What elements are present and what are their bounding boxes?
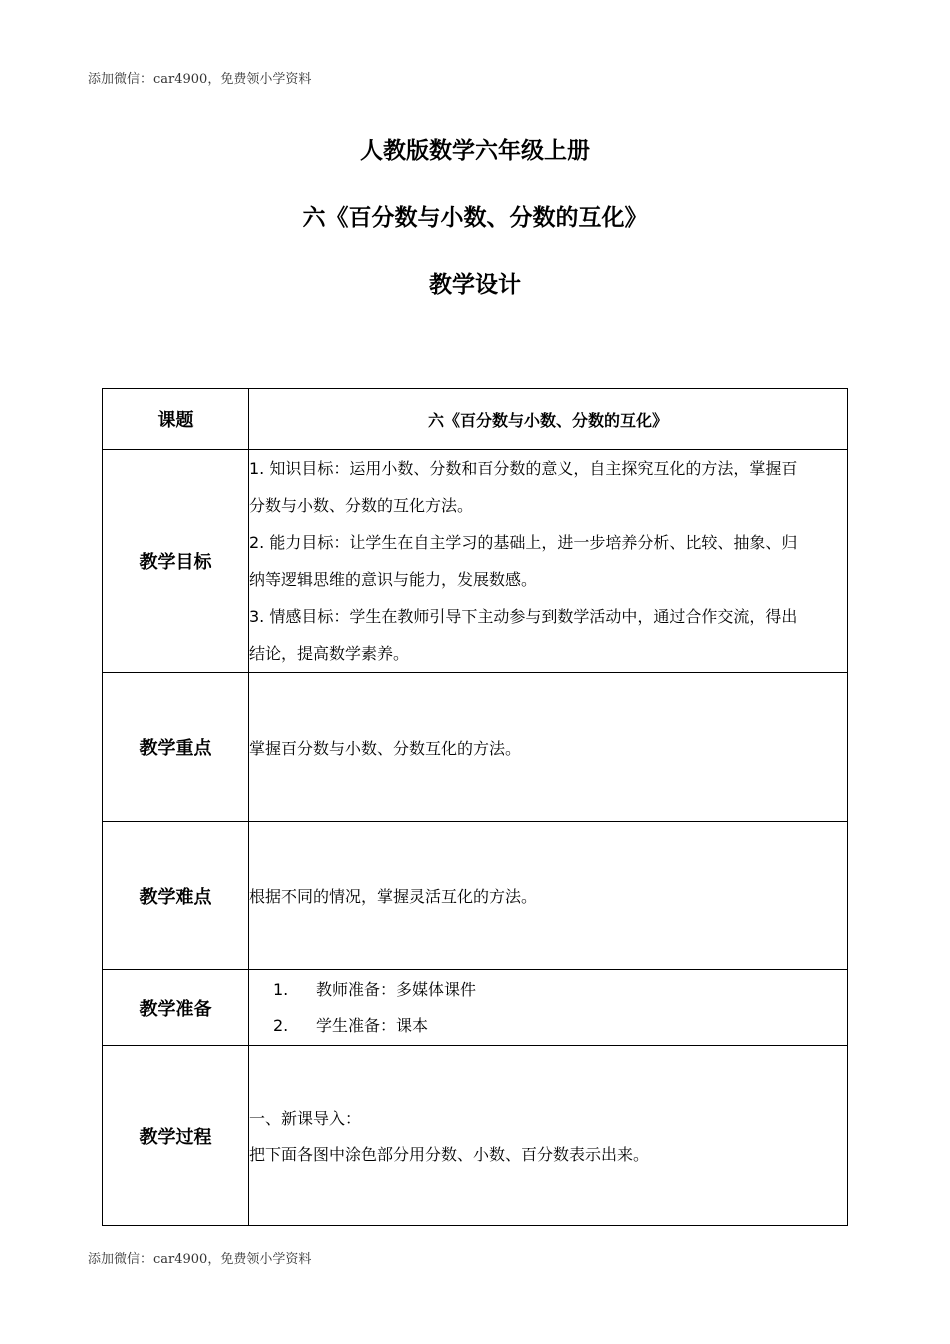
process-cell: [249, 1046, 848, 1226]
topic-label: 课题: [103, 389, 249, 450]
goals-cell: [249, 450, 848, 673]
table-row: [103, 673, 848, 822]
preparation-cell: [249, 970, 848, 1046]
list-item: [249, 1008, 847, 1044]
goals-line: 2. 能力目标：让学生在自主学习的基础上，进一步培养分析、比较、抽象、归: [249, 533, 798, 552]
goals-line: 结论，提高数学素养。: [249, 644, 410, 663]
goals-line: 分数与小数、分数的互化方法。: [249, 496, 474, 515]
process-line: 把下面各图中涂色部分用分数、小数、百分数表示出来。: [249, 1144, 650, 1164]
table-row: [103, 822, 848, 970]
table-row: [103, 389, 848, 450]
page-header-note: 添加微信：car4900，免费领小学资料: [88, 72, 312, 87]
goals-line: 3. 情感目标：学生在教师引导下主动参与到数学活动中，通过合作交流，得出: [249, 607, 798, 626]
goals-line: 纳等逻辑思维的意识与能力，发展数感。: [249, 570, 538, 589]
lesson-plan-table: [102, 388, 848, 1226]
page-footer-note: 添加微信：car4900，免费领小学资料: [88, 1252, 312, 1267]
list-item-text: 教师准备：多媒体课件: [316, 979, 477, 999]
document-title-line3: 教学设计: [429, 272, 521, 298]
key-point-label: 教学重点: [103, 673, 249, 822]
difficulty-value: 根据不同的情况，掌握灵活互化的方法。: [249, 822, 848, 970]
topic-value: 六《百分数与小数、分数的互化》: [249, 389, 848, 450]
document-title-line1: 人教版数学六年级上册: [360, 138, 590, 164]
preparation-label: 教学准备: [103, 970, 249, 1046]
key-point-value: 掌握百分数与小数、分数互化的方法。: [249, 673, 848, 822]
list-item-text: 学生准备：课本: [316, 1015, 429, 1035]
document-title-line2: 六《百分数与小数、分数的互化》: [302, 205, 648, 231]
process-line: 一、新课导入：: [249, 1108, 362, 1128]
difficulty-label: 教学难点: [103, 822, 249, 970]
table-row: [103, 970, 848, 1046]
process-label: 教学过程: [103, 1046, 249, 1226]
table-row: [103, 450, 848, 673]
table-row: [103, 1046, 848, 1226]
list-item-number: 1.: [273, 979, 289, 999]
list-item: [249, 972, 847, 1008]
goals-line: 1. 知识目标：运用小数、分数和百分数的意义，自主探究互化的方法，掌握百: [249, 459, 798, 478]
list-item-number: 2.: [273, 1015, 289, 1035]
goals-label: 教学目标: [103, 450, 249, 673]
